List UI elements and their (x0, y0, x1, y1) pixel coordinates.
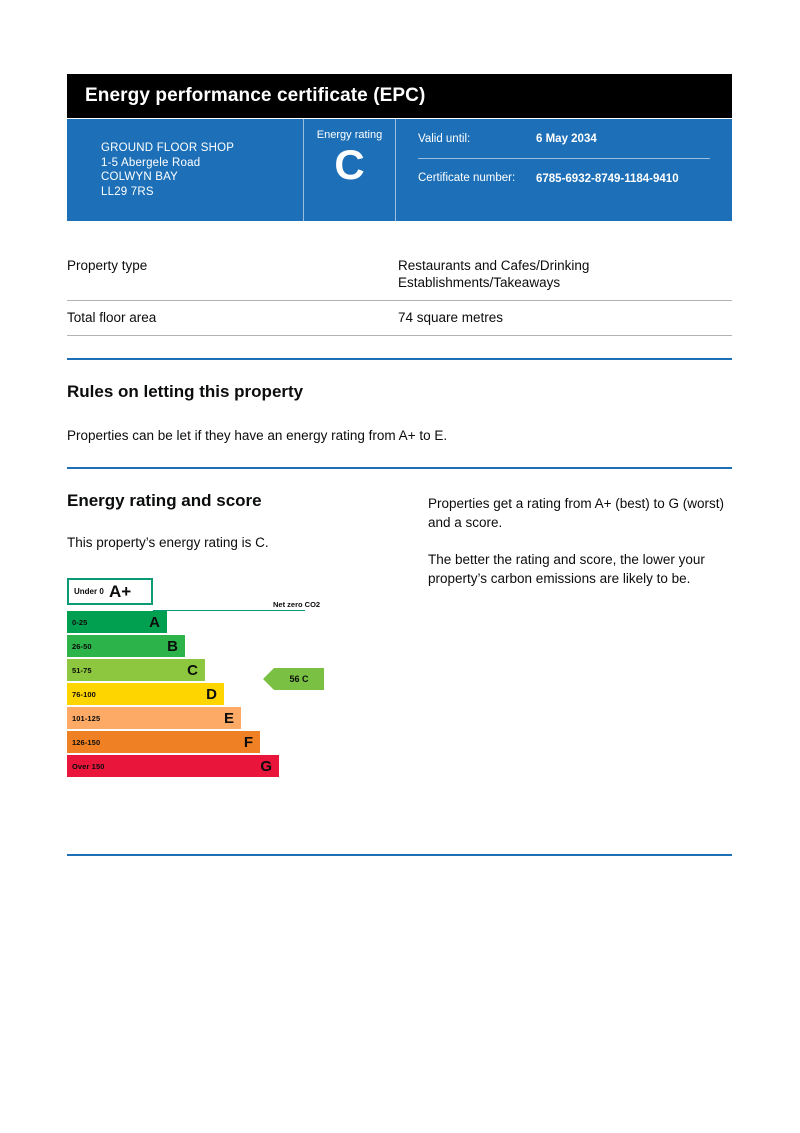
energy-rating-summary (303, 119, 395, 221)
document-content (67, 74, 732, 856)
net-zero-line (153, 610, 305, 611)
rating-explainer-2: The better the rating and score, the lower your property’s carbon emissions are likely to be. (428, 552, 705, 586)
chart-band-b-letter: B (167, 637, 178, 655)
energy-rating-heading: Energy rating and score (67, 491, 262, 510)
valid-until-value: 6 May 2034 (536, 133, 597, 145)
current-score-marker (274, 668, 324, 690)
certificate-number-row (418, 159, 710, 186)
chart-band-a (67, 611, 167, 633)
chart-band-a-range: 0-25 (72, 617, 88, 627)
energy-rating-letter: C (334, 141, 365, 188)
rating-explainer-1: Properties get a rating from A+ (best) to G (worst) and a score. (428, 496, 724, 530)
current-score-text: 56 C (289, 674, 309, 684)
address-line-1: GROUND FLOOR SHOP (101, 142, 235, 154)
address-line-2: 1-5 Abergele Road (101, 156, 201, 169)
valid-until-row (418, 119, 710, 145)
letting-rules-body: Properties can be let if they have an energy rating from A+ to E. (67, 428, 448, 443)
chart-band-aplus-range: Under 0 (74, 587, 104, 596)
chart-band-g (67, 755, 279, 777)
energy-rating-body: This property’s energy rating is C. (67, 535, 269, 550)
chart-band-e (67, 707, 241, 729)
property-type-label: Property type (67, 258, 148, 273)
chart-band-f-range: 126-150 (72, 737, 101, 747)
certificate-summary-band (67, 119, 732, 221)
valid-until-label: Valid until: (418, 133, 471, 145)
total-floor-area-value: 74 square metres (398, 310, 504, 325)
chart-band-aplus-letter: A+ (109, 581, 132, 601)
epc-rating-chart (67, 578, 428, 798)
certificate-details (395, 119, 732, 221)
table-row (67, 301, 732, 336)
energy-rating-right-column (428, 491, 732, 798)
chart-band-e-range: 101-125 (72, 713, 101, 723)
certificate-number-label: Certificate number: (418, 172, 516, 184)
chart-band-a-letter: A (149, 613, 160, 631)
certificate-number-value: 6785-6932-8749-1184-9410 (536, 173, 679, 185)
chart-band-c-letter: C (187, 661, 198, 679)
chart-band-d-letter: D (206, 685, 217, 703)
chart-band-b (67, 635, 185, 657)
energy-rating-label: Energy rating (316, 129, 383, 141)
net-zero-label: Net zero CO2 (273, 600, 321, 609)
letting-rules-heading: Rules on letting this property (67, 382, 304, 401)
address-line-3: COLWYN BAY (101, 171, 178, 183)
total-floor-area-label: Total floor area (67, 310, 157, 325)
chart-band-aplus (67, 578, 153, 605)
section-divider (67, 358, 732, 360)
chart-band-b-range: 26-50 (72, 641, 92, 651)
chart-band-d-range: 76-100 (72, 689, 96, 699)
chart-band-f (67, 731, 260, 753)
chart-band-c-range: 51-75 (72, 665, 92, 675)
energy-rating-section (67, 491, 732, 798)
chart-band-e-letter: E (223, 709, 234, 727)
chart-band-g-range: Over 150 (72, 761, 105, 771)
property-facts-table (67, 249, 732, 336)
energy-rating-left-column (67, 491, 428, 798)
chart-band-c (67, 659, 205, 681)
property-address (67, 119, 303, 221)
property-type-value: Restaurants and Cafes/Drinking Establishments/Takeaways (398, 258, 590, 290)
section-divider-bottom (67, 854, 732, 856)
document-title-bar (67, 74, 732, 118)
chart-band-f-letter: F (243, 733, 253, 751)
table-row (67, 249, 732, 301)
chart-band-d (67, 683, 224, 705)
section-divider (67, 467, 732, 469)
page-title: Energy performance certificate (EPC) (85, 85, 426, 106)
chart-band-g-letter: G (260, 757, 272, 775)
address-postcode: LL29 7RS (101, 185, 154, 198)
